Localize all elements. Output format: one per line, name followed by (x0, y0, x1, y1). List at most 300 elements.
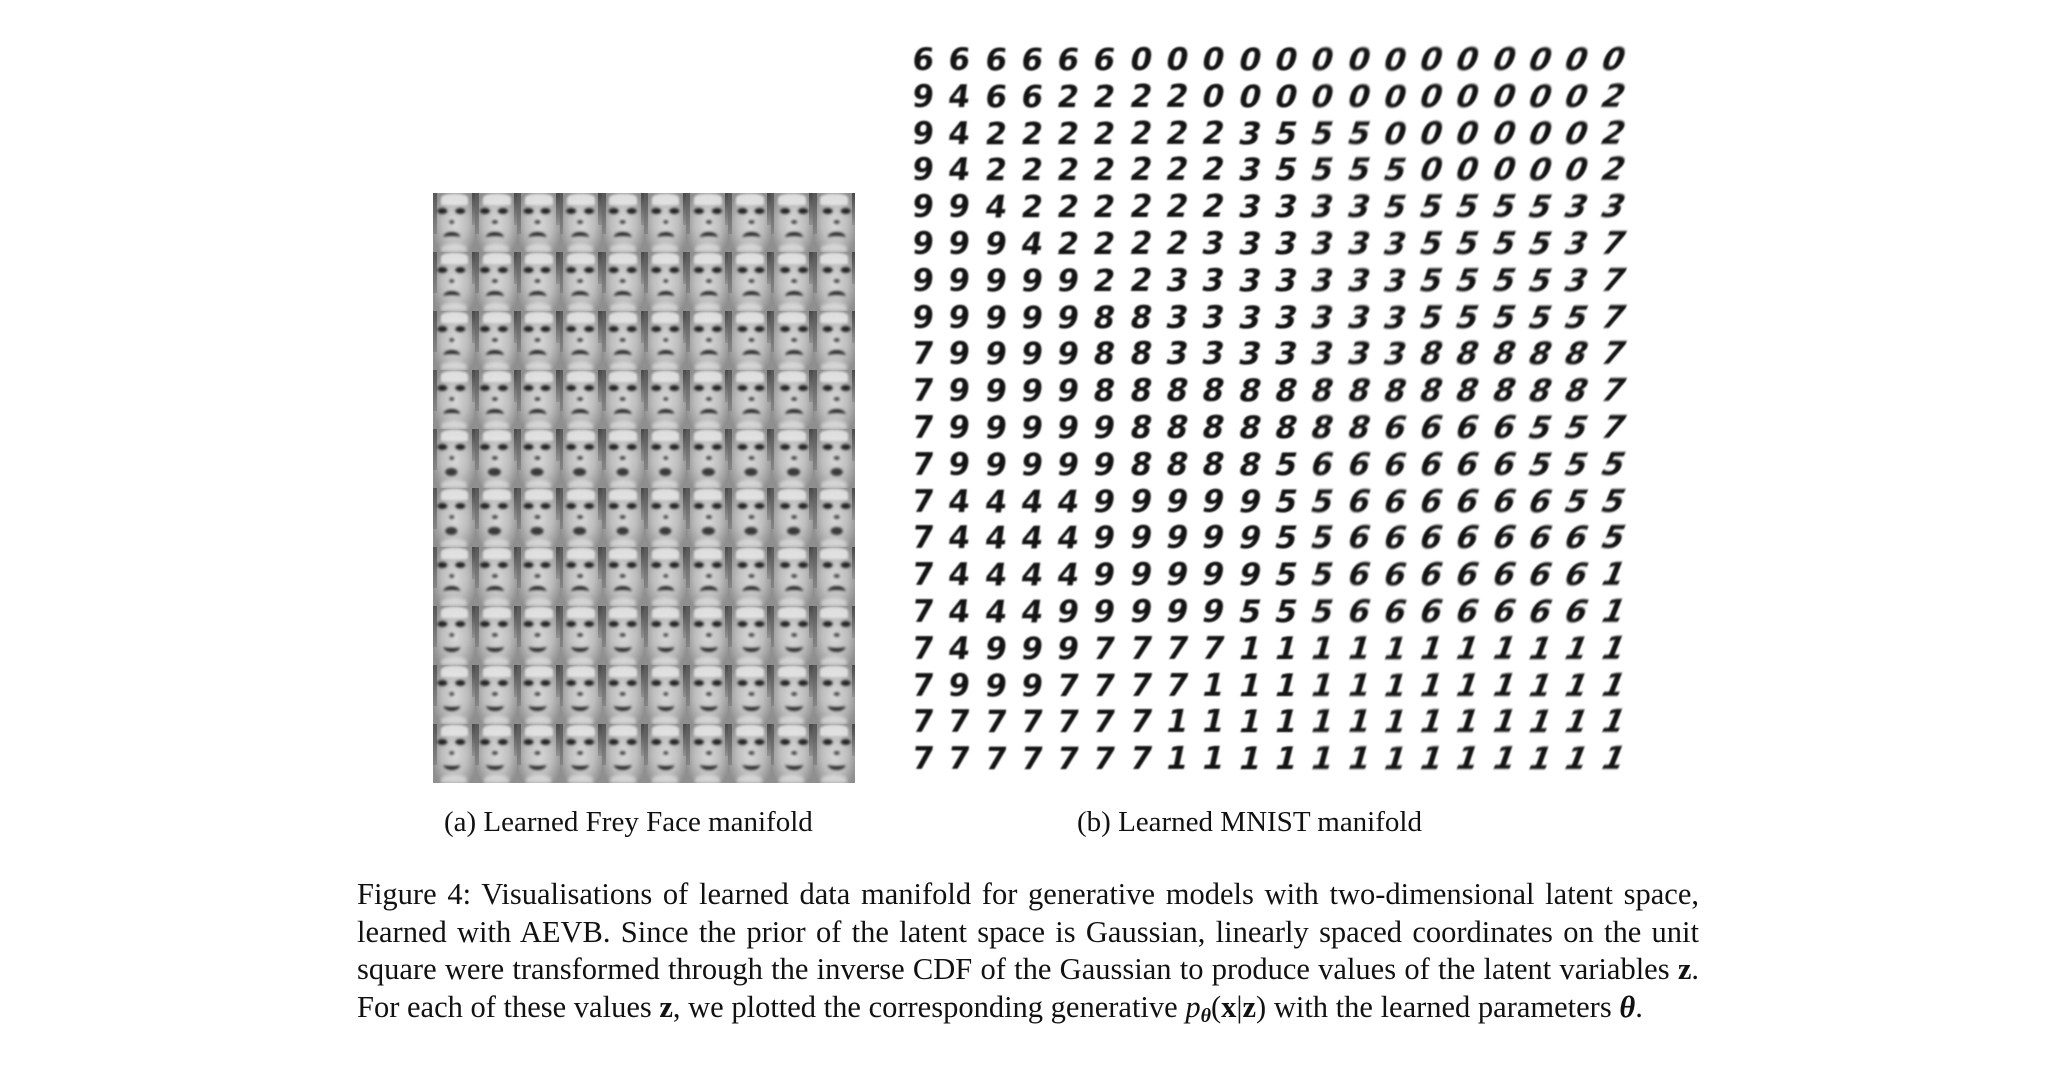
mnist-digit: 8 (1306, 409, 1339, 446)
nose (577, 220, 583, 225)
chin (610, 362, 635, 370)
mnist-digit: 6 (1486, 409, 1522, 446)
hair-shadow (728, 252, 732, 293)
chin (779, 657, 804, 665)
chin (441, 539, 466, 547)
mnist-digit: 0 (1450, 152, 1485, 189)
forehead (441, 312, 469, 323)
eye (712, 562, 722, 568)
eye (798, 326, 808, 332)
mouth (529, 350, 547, 361)
forehead (778, 371, 806, 382)
mnist-digit: 7 (1018, 704, 1046, 741)
mnist-digit: 9 (910, 262, 936, 299)
eye (455, 562, 465, 568)
nose (534, 456, 540, 461)
paren: ( (1210, 990, 1222, 1025)
mnist-digit: 3 (1270, 225, 1302, 262)
face-thumbnail (813, 252, 855, 311)
mnist-digit: 9 (910, 78, 936, 115)
chin (526, 480, 551, 488)
mnist-digit: 0 (1558, 152, 1595, 189)
nose (492, 456, 498, 461)
mnist-digit: 1 (1270, 704, 1302, 741)
eye (498, 326, 508, 332)
mnist-digit: 9 (910, 115, 936, 152)
nose (492, 633, 498, 638)
nose (620, 220, 626, 225)
face-thumbnail (813, 665, 855, 724)
eye (626, 621, 636, 627)
forehead (609, 548, 637, 559)
mnist-digit: 6 (982, 78, 1010, 115)
mnist-digit: 8 (1450, 373, 1485, 410)
mnist-digit: 4 (1054, 520, 1083, 557)
eye (480, 208, 490, 214)
mnist-digit: 1 (1306, 741, 1339, 778)
mnist-digit: 4 (1054, 557, 1083, 594)
mnist-digit: 8 (1270, 373, 1302, 410)
eye (584, 739, 594, 745)
mnist-digit: 7 (1126, 741, 1156, 778)
face-thumbnail (517, 665, 559, 724)
mnist-digit: 6 (1378, 557, 1412, 594)
caption-text: . For each of these values (357, 952, 1699, 1025)
mouth (743, 759, 761, 770)
mouth (830, 468, 843, 476)
face-thumbnail (771, 252, 813, 311)
nose (791, 220, 797, 225)
mouth (745, 527, 758, 535)
chin (652, 598, 677, 606)
chin (610, 421, 635, 429)
forehead (441, 194, 469, 205)
face-thumbnail (560, 193, 602, 252)
mnist-digit: 1 (1342, 667, 1375, 704)
nose (748, 633, 754, 638)
chin (484, 303, 509, 311)
mnist-digit: 2 (1090, 225, 1119, 262)
mnist-digit: 2 (1126, 225, 1156, 262)
mouth (787, 468, 800, 476)
mnist-digit: 1 (1306, 667, 1339, 704)
chin (652, 657, 677, 665)
face-thumbnail (813, 429, 855, 488)
forehead (820, 253, 848, 264)
mnist-digit: 4 (946, 152, 973, 189)
eye (566, 326, 576, 332)
eye (437, 385, 447, 391)
mnist-digit: 7 (910, 741, 936, 778)
eye (651, 562, 661, 568)
hair-shadow (560, 311, 564, 352)
mnist-digit: 6 (1378, 446, 1412, 483)
eye (523, 739, 533, 745)
chin (821, 303, 846, 311)
mnist-digit: 2 (982, 152, 1010, 189)
mnist-digit: 7 (910, 446, 936, 483)
mouth (443, 759, 461, 770)
mnist-digit: 1 (1594, 704, 1632, 741)
hair-shadow (813, 429, 817, 470)
chin (568, 303, 593, 311)
hair-shadow (433, 429, 437, 470)
face-thumbnail (517, 311, 559, 370)
hair-shadow (602, 311, 606, 352)
mnist-digit: 0 (1234, 78, 1266, 115)
mnist-digit: 9 (1198, 483, 1229, 520)
mnist-digit: 2 (1090, 262, 1119, 299)
mnist-digit: 8 (1126, 373, 1156, 410)
mnist-digit: 0 (1378, 41, 1412, 78)
hair-shadow (852, 370, 855, 402)
mouth (529, 232, 547, 243)
chin (779, 598, 804, 606)
mouth (529, 409, 547, 420)
mnist-digit: 8 (1486, 373, 1522, 410)
mnist-digit: 1 (1162, 741, 1192, 778)
mnist-digit: 7 (1594, 262, 1632, 299)
mouth (486, 232, 504, 243)
eye (755, 385, 765, 391)
chin (779, 362, 804, 370)
mouth (702, 527, 715, 535)
mnist-digit: 3 (1270, 299, 1302, 336)
mnist-digit: 5 (1378, 152, 1412, 189)
hair-shadow (602, 606, 606, 647)
nose (834, 515, 840, 520)
mouth (529, 759, 547, 770)
nose (620, 456, 626, 461)
mnist-digit: 1 (1270, 667, 1302, 704)
mnist-digit: 5 (1522, 299, 1558, 336)
mnist-digit: 6 (1414, 557, 1449, 594)
face-thumbnail (728, 370, 770, 429)
chin (484, 421, 509, 429)
forehead (652, 194, 680, 205)
mnist-digit: 9 (1126, 593, 1156, 630)
mouth (614, 232, 632, 243)
mnist-manifold-grid (905, 42, 1631, 778)
mnist-digit: 8 (1378, 373, 1412, 410)
eye (609, 326, 619, 332)
mnist-digit: 6 (1342, 593, 1375, 630)
hair-shadow (517, 547, 521, 588)
nose (577, 338, 583, 343)
nose (449, 751, 455, 756)
mnist-digit: 8 (1090, 336, 1119, 373)
nose (791, 279, 797, 284)
face-thumbnail (560, 311, 602, 370)
latent-z-symbol: z (1242, 990, 1257, 1025)
hair-shadow (852, 193, 855, 225)
chin (695, 480, 720, 488)
mnist-digit: 8 (1234, 446, 1266, 483)
eye (823, 739, 833, 745)
nose (748, 751, 754, 756)
eye (712, 267, 722, 273)
hair-shadow (813, 311, 817, 352)
mouth (531, 527, 544, 535)
mnist-digit: 0 (1594, 41, 1632, 78)
hair-shadow (852, 665, 855, 697)
mnist-digit: 0 (1522, 78, 1558, 115)
eye (712, 326, 722, 332)
face-thumbnail (517, 252, 559, 311)
mnist-digit: 4 (982, 593, 1010, 630)
forehead (525, 607, 553, 618)
mnist-digit: 0 (1522, 152, 1558, 189)
forehead (609, 725, 637, 736)
eye (498, 739, 508, 745)
hair-shadow (644, 252, 648, 293)
mouth (443, 409, 461, 420)
hair-shadow (728, 665, 732, 706)
mnist-digit: 0 (1450, 41, 1485, 78)
mnist-digit: 9 (982, 299, 1010, 336)
mnist-digit: 9 (982, 336, 1010, 373)
forehead (820, 666, 848, 677)
hair-shadow (644, 488, 648, 529)
figure-caption (357, 876, 1699, 1027)
mnist-digit: 1 (1594, 667, 1632, 704)
nose (791, 515, 797, 520)
eye (712, 385, 722, 391)
mnist-digit: 5 (1594, 483, 1632, 520)
mnist-digit: 1 (1342, 704, 1375, 741)
hair-shadow (852, 606, 855, 638)
paren: ) (1256, 990, 1267, 1025)
eye (755, 562, 765, 568)
mnist-digit: 2 (1198, 115, 1229, 152)
face-thumbnail (517, 606, 559, 665)
mnist-digit: 5 (1414, 189, 1449, 226)
hair-shadow (644, 665, 648, 706)
hair-shadow (813, 370, 817, 411)
hair-shadow (644, 429, 648, 470)
mnist-digit: 5 (1558, 446, 1595, 483)
forehead (609, 607, 637, 618)
mnist-digit: 9 (1054, 446, 1083, 483)
mnist-digit: 5 (1270, 115, 1302, 152)
chin (610, 244, 635, 252)
chin (610, 657, 635, 665)
eye (626, 326, 636, 332)
mnist-digit: 9 (1054, 630, 1083, 667)
mnist-digit: 8 (1270, 409, 1302, 446)
nose (534, 397, 540, 402)
mnist-digit: 7 (946, 741, 973, 778)
mnist-digit: 1 (1270, 741, 1302, 778)
mnist-digit: 9 (910, 299, 936, 336)
mouth (828, 586, 846, 597)
mnist-digit: 7 (910, 373, 936, 410)
mouth (529, 291, 547, 302)
eye (584, 444, 594, 450)
mouth (614, 350, 632, 361)
mnist-digit: 9 (1234, 520, 1266, 557)
forehead (483, 489, 511, 500)
hair-shadow (771, 724, 775, 765)
mouth (445, 527, 458, 535)
mnist-digit: 1 (1378, 741, 1412, 778)
eye (712, 208, 722, 214)
eye (437, 326, 447, 332)
face-thumbnail (813, 311, 855, 370)
eye (669, 326, 679, 332)
mnist-digit: 9 (1054, 593, 1083, 630)
forehead (694, 194, 722, 205)
forehead (609, 430, 637, 441)
hair-shadow (602, 370, 606, 411)
forehead (778, 607, 806, 618)
nose (706, 515, 712, 520)
face-thumbnail (686, 488, 728, 547)
mnist-digit: 5 (1450, 299, 1485, 336)
mnist-digit: 4 (982, 557, 1010, 594)
nose (620, 397, 626, 402)
eye (651, 385, 661, 391)
forehead (820, 725, 848, 736)
mouth (657, 291, 675, 302)
mnist-digit: 7 (1126, 704, 1156, 741)
hair-shadow (771, 665, 775, 706)
mouth (486, 409, 504, 420)
face-thumbnail (602, 429, 644, 488)
eye (437, 444, 447, 450)
mnist-digit: 2 (1126, 262, 1156, 299)
nose (577, 751, 583, 756)
eye (566, 680, 576, 686)
forehead (820, 371, 848, 382)
eye (840, 562, 850, 568)
mnist-digit: 1 (1198, 741, 1229, 778)
mnist-digit: 6 (1486, 520, 1522, 557)
mnist-digit: 5 (1558, 409, 1595, 446)
face-thumbnail (686, 370, 728, 429)
mnist-digit: 1 (1594, 741, 1632, 778)
chin (779, 244, 804, 252)
mnist-digit: 0 (1522, 115, 1558, 152)
forehead (525, 666, 553, 677)
chin (610, 775, 635, 783)
mouth (614, 700, 632, 711)
mouth (616, 527, 629, 535)
mnist-digit: 3 (1270, 336, 1302, 373)
caption-text: Visualisations of learned data manifold for generative models with two-dimensional latent space, learned with AEVB. Since the prior of the latent space is Gaussian, linearly spaced coordinates on the unit square were transformed through the inverse CDF of the Gaussian to produce values of the latent variables (357, 877, 1699, 987)
mnist-digit: 7 (910, 409, 936, 446)
nose (748, 515, 754, 520)
mouth (616, 468, 629, 476)
mnist-digit: 5 (1414, 262, 1449, 299)
eye (840, 267, 850, 273)
mnist-digit: 0 (1414, 152, 1449, 189)
eye (840, 680, 850, 686)
eye (669, 503, 679, 509)
mnist-digit: 8 (1558, 373, 1595, 410)
mnist-digit: 6 (946, 41, 973, 78)
eye (840, 444, 850, 450)
forehead (652, 725, 680, 736)
mnist-digit: 1 (1558, 704, 1595, 741)
forehead (736, 607, 764, 618)
hair-shadow (560, 488, 564, 529)
eye (755, 267, 765, 273)
mnist-digit: 5 (1306, 483, 1339, 520)
hair-shadow (644, 547, 648, 588)
mnist-digit: 0 (1414, 115, 1449, 152)
chin (526, 539, 551, 547)
face-thumbnail (475, 311, 517, 370)
mnist-digit: 9 (982, 446, 1010, 483)
mnist-digit: 1 (1486, 667, 1522, 704)
forehead (609, 253, 637, 264)
mnist-digit: 9 (946, 262, 973, 299)
mnist-digit: 5 (1306, 152, 1339, 189)
mouth (828, 291, 846, 302)
mnist-digit: 9 (910, 189, 936, 226)
hair-shadow (771, 370, 775, 411)
mnist-digit: 7 (910, 483, 936, 520)
eye (480, 444, 490, 450)
forehead (483, 666, 511, 677)
hair-shadow (771, 193, 775, 234)
chin (652, 539, 677, 547)
nose (663, 456, 669, 461)
mnist-digit: 1 (1522, 630, 1558, 667)
mouth (657, 700, 675, 711)
eye (780, 739, 790, 745)
mnist-digit: 6 (1378, 409, 1412, 446)
mouth (828, 641, 846, 652)
eye (584, 503, 594, 509)
eye (737, 326, 747, 332)
face-thumbnail (686, 665, 728, 724)
mnist-digit: 0 (1162, 41, 1192, 78)
mouth (700, 350, 718, 361)
hair-shadow (686, 193, 690, 234)
mouth (659, 527, 672, 535)
chin (441, 598, 466, 606)
mnist-digit: 1 (1486, 741, 1522, 778)
eye (823, 326, 833, 332)
mnist-digit: 5 (1270, 152, 1302, 189)
mnist-digit: 8 (1126, 409, 1156, 446)
mouth (486, 641, 504, 652)
mnist-digit: 3 (1234, 115, 1266, 152)
mnist-digit: 2 (1162, 152, 1192, 189)
mouth (828, 700, 846, 711)
face-thumbnail (686, 429, 728, 488)
mnist-digit: 4 (1018, 520, 1046, 557)
mnist-digit: 5 (1342, 152, 1375, 189)
eye (840, 503, 850, 509)
mnist-digit: 3 (1234, 225, 1266, 262)
nose (748, 220, 754, 225)
forehead (820, 607, 848, 618)
eye (694, 444, 704, 450)
face-thumbnail (644, 252, 686, 311)
eye (823, 503, 833, 509)
mnist-digit: 8 (1234, 373, 1266, 410)
mnist-digit: 9 (1018, 336, 1046, 373)
mnist-digit: 8 (1342, 409, 1375, 446)
chin (779, 421, 804, 429)
face-thumbnail (602, 311, 644, 370)
forehead (736, 548, 764, 559)
forehead (567, 312, 595, 323)
eye (566, 739, 576, 745)
